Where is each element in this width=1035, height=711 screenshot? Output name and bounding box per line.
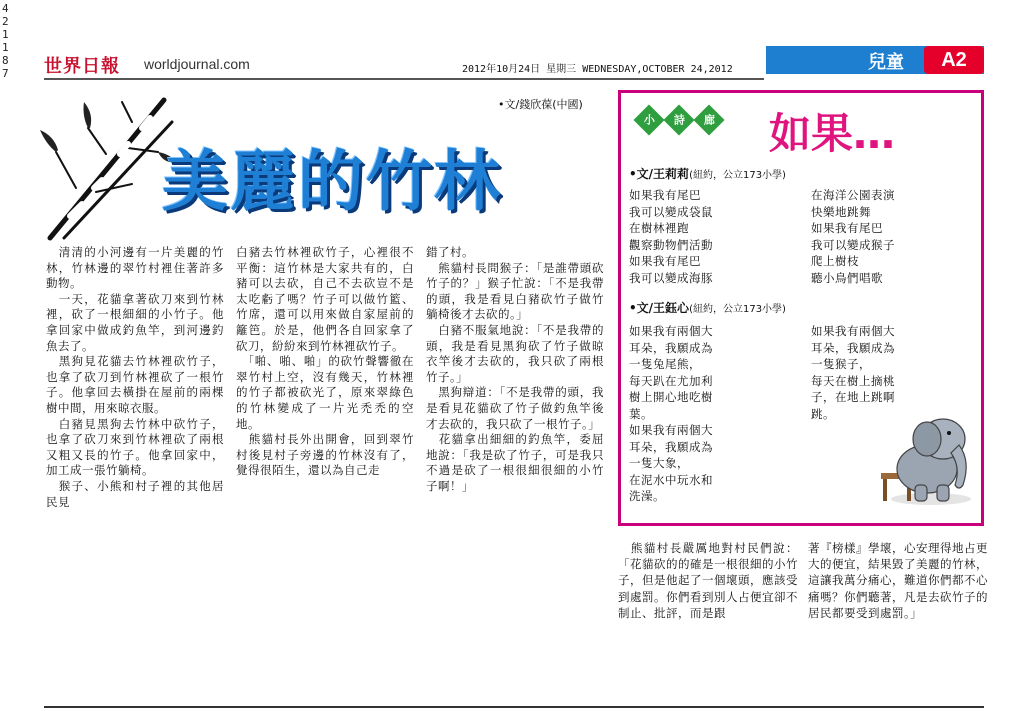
story-byline: •文/錢欣葆(中國): [498, 98, 583, 111]
section-label: 兒童: [868, 52, 904, 73]
poem-line: 我可以變成袋鼠: [629, 204, 713, 219]
badge-char: 小: [643, 113, 655, 126]
poem-line: 聽小鳥們唱歌: [811, 270, 883, 285]
poem-line: 如果我有兩個大: [811, 324, 895, 338]
poem-line: 如果我有尾巴: [629, 188, 701, 202]
poem-author-school: (紐約，公立173小學): [689, 304, 786, 315]
poem-line: 觀察動物們活動: [629, 237, 713, 252]
poem-line: 如果我有兩個大: [629, 324, 713, 338]
poem-author-name: •文/王鈺心: [629, 301, 690, 315]
story-column-text: 錯了村。 熊貓村長問猴子：「是誰帶頭砍竹子的？」猴子忙說：「不是我帶的頭，我是看見白豬砍竹子做竹躺椅後才去砍的。」 白豬不服氣地說：「不是我帶的頭，我是看見黑狗砍了竹子做晾衣竿後才去砍的，我只砍了兩根竹子。」 黑狗辯道：「不是我帶的頭，我是看見花貓砍了竹子做釣魚竿後才去砍的，我只砍了一根竹子。」 花貓拿出細細的釣魚竿，委屈地說：「我是砍了竹子，可是我只不過是砍了一根很細很細的小竹子啊！」: [426, 245, 604, 493]
badge-diamond: [693, 104, 724, 135]
poem-line: 我可以變成海豚: [629, 270, 713, 285]
newspaper-website: worldjournal.com: [144, 56, 250, 72]
badge-char: 詩: [673, 113, 685, 126]
poem-2-author: [629, 299, 786, 316]
poem-1-right-column: [811, 187, 895, 286]
poem-corner-title: 如果…: [769, 109, 896, 158]
poem-2-left-column: [629, 323, 713, 505]
poem-line: 子，在地上跳啊: [811, 390, 895, 404]
poem-line: 在海洋公園表演: [811, 188, 895, 202]
poem-line: 爬上樹枝: [811, 254, 859, 268]
poem-line: 一隻兔尾熊，: [629, 357, 701, 371]
story-headline: 美麗的竹林: [162, 143, 502, 220]
poem-corner-box: [618, 90, 984, 526]
page-number: A2: [924, 46, 984, 74]
story-column-2: [236, 245, 414, 695]
poem-line: 如果我有兩個大: [629, 423, 713, 437]
poem-line: 快樂地跳舞: [811, 204, 871, 219]
margin-number: 421187: [2, 2, 9, 80]
poem-line: 在樹林裡跑: [629, 221, 689, 235]
poem-line: 如果我有尾巴: [811, 221, 883, 235]
story-column-text: 清清的小河邊有一片美麗的竹林，竹林邊的翠竹村裡住著許多動物。 一天，花貓拿著砍刀來到竹林裡，砍了一根細細的小竹子。他拿回家中做成釣魚竿，到河邊釣魚去了。 黑狗見花貓去竹林裡砍竹子，也拿了砍刀到竹林裡砍了一根竹子。他拿回去橫掛在屋前的兩棵樹中間，用來晾衣服。 白豬見黑狗去竹林中砍竹子，也拿了砍刀來到竹林裡砍了兩根又粗又長的竹子。他拿回家中，加工成一張竹躺椅。 猴子、小熊和村子裡的其他居民見: [46, 245, 224, 509]
poem-line: 如果我有尾巴: [629, 254, 701, 268]
page-bottom-rule: [44, 706, 984, 708]
story-column-3: [426, 245, 604, 695]
poem-author-name: •文/王莉莉: [629, 167, 690, 181]
poem-1-left-column: [629, 187, 713, 286]
section-banner: [766, 46, 984, 74]
poem-line: 每天在樹上摘桃: [811, 373, 895, 388]
bamboo-illustration: [36, 92, 176, 242]
poem-1-author: [629, 165, 786, 182]
poem-line: 我可以變成猴子: [811, 237, 895, 252]
poem-2-right-column: [811, 323, 895, 422]
story-column-1: [46, 245, 224, 695]
story-column-text: 白豬去竹林裡砍竹子，心裡很不平衡：這竹林是大家共有的，白豬可以去砍，自己不去砍豈不是太吃虧了嗎？竹子可以做竹籃、竹席，還可以用來做自家屋前的籬笆。於是，他們各自回家拿了砍刀，紛紛來到竹林裡砍竹子。 「啪、啪、啪」的砍竹聲響徹在翠竹村上空，沒有幾天，竹林裡的竹子都被砍光了，原來翠綠色的竹林變成了一片光禿禿的空地。 熊貓村長外出開會，回到翠竹村後見村子旁邊的竹林沒有了，覺得很陌生，還以為自己走: [236, 245, 414, 478]
poem-line: 樹上開心地吃樹: [629, 390, 713, 404]
elephant-illustration: [871, 411, 975, 507]
badge-diamond: [663, 104, 694, 135]
poem-line: 耳朵，我願成為: [811, 340, 895, 355]
poem-author-school: (紐約，公立173小學): [689, 170, 786, 181]
badge-diamond: [633, 104, 664, 135]
poem-line: 葉。: [629, 406, 653, 421]
story-column-text: 著『榜樣』學壞，心安理得地占更大的便宜，結果毀了美麗的竹林，這讓我萬分痛心，難道你們都不心痛嗎？你們聽著，凡是去砍竹子的居民都要受到處罰。」: [808, 541, 988, 620]
masthead-rule: [44, 78, 764, 80]
masthead: [44, 46, 984, 78]
poem-line: 在泥水中玩水和: [629, 472, 713, 487]
poem-line: 一隻猴子，: [811, 357, 871, 371]
poem-corner-badge: [635, 109, 723, 131]
newspaper-logo: 世界日報: [44, 56, 120, 77]
story-lower-column-2: [808, 540, 988, 621]
badge-char: 廊: [703, 113, 715, 126]
poem-line: 跳。: [811, 406, 835, 421]
story-lower-column-1: [618, 540, 798, 621]
poem-line: 洗澡。: [629, 489, 665, 503]
poem-line: 耳朵，我願成為: [629, 439, 713, 454]
story-column-text: 熊貓村長嚴厲地對村民們說：「花貓砍的的確是一根很細的小竹子，但是他起了一個壞頭，應該受到處罰。你們看到別人占便宜卻不制止、批評，而是跟: [618, 541, 798, 620]
poem-line: 耳朵，我願成為: [629, 340, 713, 355]
poem-line: 一隻大象，: [629, 456, 689, 470]
poem-line: 每天趴在尤加利: [629, 373, 713, 388]
dateline: 2012年10月24日 星期三 WEDNESDAY,OCTOBER 24,2012: [462, 64, 733, 75]
